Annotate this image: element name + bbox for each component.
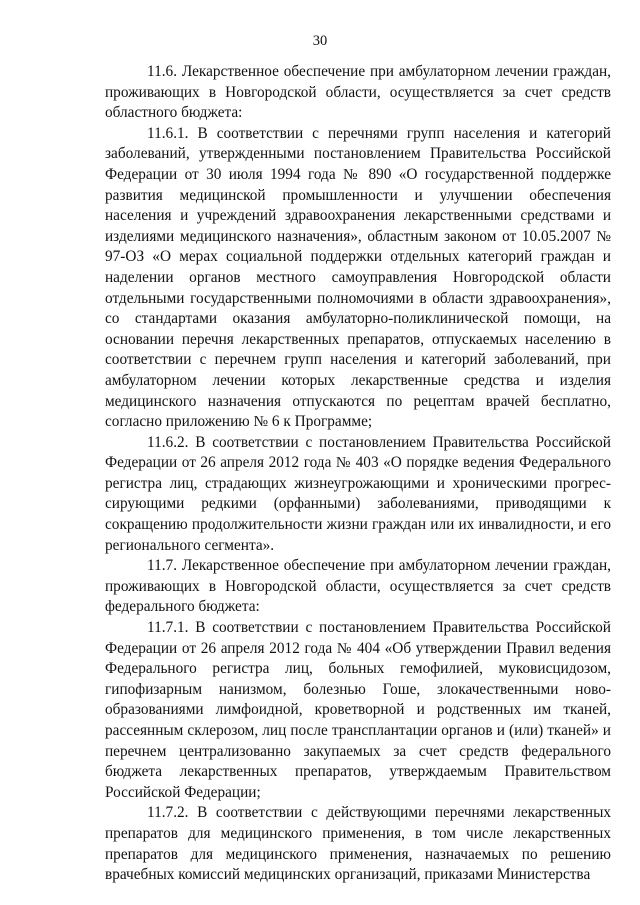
page-number: 30 [312,33,328,49]
paragraph-11-6-2: 11.6.2. В соответствии с постановлением Правительства Российской Федерации от 26 апреля 2012 года № 403 «О порядке ведения Федерального регистра лиц, страдающих жизнеугрожающими и хроническими прогрес-сирующими редкими (орфанными) заболеваниями, приводящими к сокращению продолжительности жизни граждан или их инвалидности, и его регионального сегмента». [105,433,611,554]
paragraph-11-6: 11.6. Лекарственное обеспечение при амбулаторном лечении граждан, проживающих в Новгородской области, осуществляется за счет средств областного бюджета: [105,63,611,122]
paragraph-11-7-2: 11.7.2. В соответствии с действующими перечнями лекарственных препаратов для медицинского применения, в том числе лекарственных препаратов для медицинского применения, назначаемых по решению врачебных комиссий медицинских организаций, приказами Министерства [105,804,611,884]
paragraph-11-7-1: 11.7.1. В соответствии с постановлением Правительства Российской Федерации от 26 апреля 2012 года № 404 «Об утверждении Правил ведения Федерального регистра лиц, больных гемофилией, муковисцидозом, гипофизарным нанизмом, болезнью Гоше, злокачественными ново-образованиями лимфоидной, кроветворной и родственных им тканей, рассеянным склерозом, лиц после трансплантации органов и (или) тканей» и перечнем централизованно закупаемых за счет средств федерального бюджета лекарственных препаратов, утверждаемым Правительством Российской Федерации; [105,619,611,801]
paragraph-11-7: 11.7. Лекарственное обеспечение при амбулаторном лечении граждан, проживающих в Новгородской области, осуществляется за счет средств федерального бюджета: [105,557,611,616]
paragraph-11-6-1: 11.6.1. В соответствии с перечнями групп населения и категорий заболеваний, утвержденными постановлением Правительства Российской Федерации от 30 июля 1994 года № 890 «О государственной поддержке развития медицинской промышленности и улучшении обеспечения населения и учреждений здравоохранения лекарственными средствами и изделиями медицинского назначения», областным законом от 10.05.2007 № 97-ОЗ «О мерах социальной поддержки отдельных категорий граждан и наделении органов местного самоуправления Новгородской области отдельными государственными полномочиями в области здравоохранения», со стандартами оказания амбулаторно-поликлинической помощи, на основании перечня лекарственных препаратов, отпускаемых населению в соответствии с перечнем групп населения и категорий заболеваний, при амбулаторном лечении которых лекарственные средства и изделия медицинского назначения отпускаются по рецептам врачей бесплатно, согласно приложению № 6 к Программе; [105,124,611,431]
document-body [105,62,611,886]
